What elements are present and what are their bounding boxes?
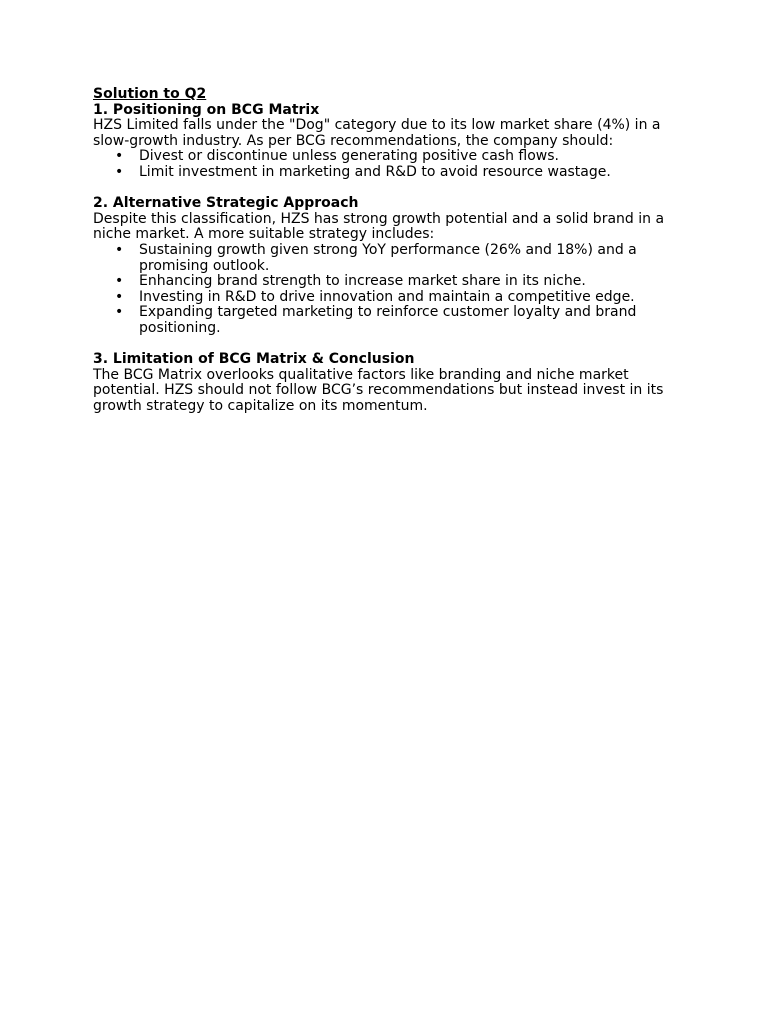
- bullet-marker: •: [115, 148, 124, 165]
- section-heading-positioning: 1. Positioning on BCG Matrix: [93, 101, 320, 118]
- section-spacer: [93, 337, 683, 353]
- list-item-text: Sustaining growth given strong YoY performance (26% and 18%) and a promising outlook.: [139, 241, 637, 274]
- section-heading-limitation: 3. Limitation of BCG Matrix & Conclusion: [93, 351, 415, 368]
- document-title: Solution to Q2: [93, 86, 207, 102]
- section-heading-alternative: 2. Alternative Strategic Approach: [93, 195, 359, 212]
- bullet-marker: •: [115, 163, 124, 180]
- list-item: [93, 305, 683, 336]
- list-item-text: Divest or discontinue unless generating positive cash flows.: [139, 148, 559, 165]
- section-paragraph-limitation: The BCG Matrix overlooks qualitative factors like branding and niche market potential. HZS should not follow BCG’s recommendations but instead invest in its growth strategy to capitalize on its momentum.: [93, 366, 664, 414]
- document-page: [93, 87, 683, 414]
- list-item-text: Investing in R&D to drive innovation and maintain a competitive edge.: [139, 288, 635, 305]
- list-item: [93, 274, 683, 290]
- list-item: [93, 165, 683, 181]
- list-item: [93, 149, 683, 165]
- bullet-marker: •: [115, 288, 124, 305]
- list-item: [93, 243, 683, 274]
- list-item-text: Expanding targeted marketing to reinforce customer loyalty and brand positioning.: [139, 304, 637, 336]
- section-paragraph-positioning: HZS Limited falls under the "Dog" category due to its low market share (4%) in a slow-growth industry. As per BCG recommendations, the company should:: [93, 117, 661, 149]
- section-spacer: [93, 181, 683, 197]
- bullet-marker: •: [115, 273, 124, 290]
- bullet-marker: •: [115, 241, 124, 258]
- list-item-text: Enhancing brand strength to increase market share in its niche.: [139, 273, 586, 290]
- bullet-marker: •: [115, 304, 124, 321]
- bullet-list-positioning: [93, 149, 683, 180]
- bullet-list-alternative: [93, 243, 683, 337]
- list-item: [93, 290, 683, 306]
- section-paragraph-alternative: Despite this classification, HZS has strong growth potential and a solid brand in a niche market. A more suitable strategy includes:: [93, 210, 665, 243]
- list-item-text: Limit investment in marketing and R&D to avoid resource wastage.: [139, 163, 611, 180]
